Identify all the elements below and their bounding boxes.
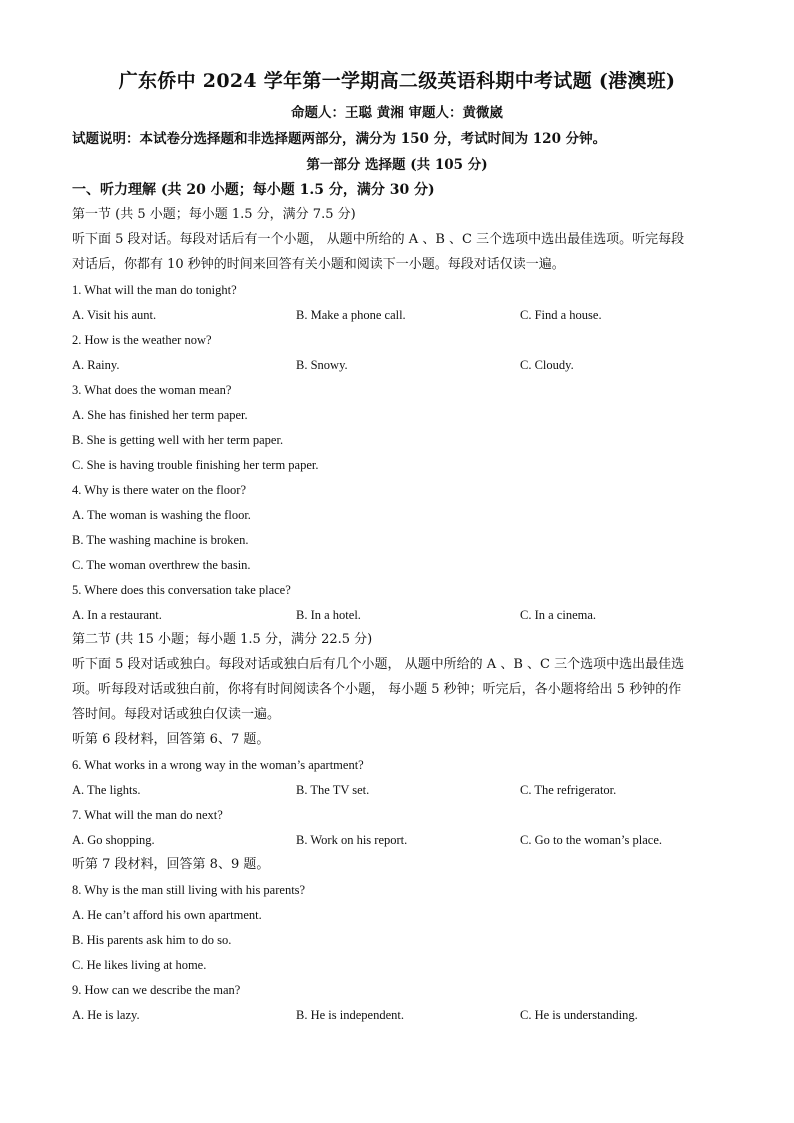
material-6-instruction: 听第 6 段材料，回答第 6、7 题。 <box>72 732 270 747</box>
question-3-option-b: B. She is getting well with her term paper. <box>72 433 284 447</box>
question-9-option-c: C. He is understanding. <box>520 1008 638 1022</box>
question-5-option-b: B. In a hotel. <box>296 608 361 622</box>
question-1-option-b: B. Make a phone call. <box>296 308 406 322</box>
exam-title: 广东侨中 2024 学年第一学期高二级英语科期中考试题 (港澳班) <box>118 70 676 92</box>
question-6-option-c: C. The refrigerator. <box>520 783 617 797</box>
question-1-option-a: A. Visit his aunt. <box>72 308 157 322</box>
question-1-option-c: C. Find a house. <box>520 308 602 322</box>
question-8-option-b: B. His parents ask him to do so. <box>72 933 232 947</box>
exam-instructions: 试题说明：本试卷分选择题和非选择题两部分，满分为 150 分，考试时间为 120 分钟。 <box>72 131 607 147</box>
question-6-stem: 6. What works in a wrong way in the woman’s apartment? <box>72 758 364 772</box>
question-9-option-a: A. He is lazy. <box>72 1008 140 1022</box>
question-3-option-c: C. She is having trouble finishing her term paper. <box>72 458 319 472</box>
question-2-option-b: B. Snowy. <box>296 358 348 372</box>
question-6-option-a: A. The lights. <box>72 783 141 797</box>
part1-heading: 第一部分 选择题 (共 105 分) <box>306 157 488 173</box>
question-4-option-a: A. The woman is washing the floor. <box>72 508 251 522</box>
question-2-option-a: A. Rainy. <box>72 358 120 372</box>
question-6-option-b: B. The TV set. <box>296 783 370 797</box>
question-1-stem: 1. What will the man do tonight? <box>72 283 237 297</box>
question-5-option-a: A. In a restaurant. <box>72 608 162 622</box>
question-8-option-a: A. He can’t afford his own apartment. <box>72 908 262 922</box>
question-3-stem: 3. What does the woman mean? <box>72 383 232 397</box>
question-5-option-c: C. In a cinema. <box>520 608 597 622</box>
question-7-option-a: A. Go shopping. <box>72 833 155 847</box>
exam-authors: 命题人：王聪 黄湘 审题人：黄微崴 <box>291 105 503 121</box>
question-8-option-c: C. He likes living at home. <box>72 958 207 972</box>
sub2-intro-line3: 答时间。每段对话或独白仅读一遍。 <box>72 707 281 722</box>
material-7-instruction: 听第 7 段材料，回答第 8、9 题。 <box>72 857 270 872</box>
sub1-heading: 第一节 (共 5 小题；每小题 1.5 分，满分 7.5 分) <box>72 207 356 222</box>
question-8-stem: 8. Why is the man still living with his parents? <box>72 883 306 897</box>
question-7-stem: 7. What will the man do next? <box>72 808 223 822</box>
question-4-stem: 4. Why is there water on the floor? <box>72 483 247 497</box>
question-4-option-b: B. The washing machine is broken. <box>72 533 249 547</box>
sub1-intro-line1: 听下面 5 段对话。每段对话后有一个小题， 从题中所给的 A 、B 、C 三个选项中选出最佳选项。听完每段 <box>72 232 685 247</box>
question-7-option-c: C. Go to the woman’s place. <box>520 833 662 847</box>
section1-heading: 一、听力理解 (共 20 小题；每小题 1.5 分，满分 30 分) <box>72 182 435 198</box>
question-2-option-c: C. Cloudy. <box>520 358 574 372</box>
question-2-stem: 2. How is the weather now? <box>72 333 212 347</box>
sub2-intro-line2: 项。听每段对话或独白前，你将有时间阅读各个小题， 每小题 5 秒钟；听完后，各小题将给出 5 秒钟的作 <box>72 682 682 697</box>
question-3-option-a: A. She has finished her term paper. <box>72 408 248 422</box>
question-4-option-c: C. The woman overthrew the basin. <box>72 558 251 572</box>
sub2-heading: 第二节 (共 15 小题；每小题 1.5 分，满分 22.5 分) <box>72 632 373 647</box>
question-9-option-b: B. He is independent. <box>296 1008 404 1022</box>
sub2-intro-line1: 听下面 5 段对话或独白。每段对话或独白后有几个小题， 从题中所给的 A 、B 、C 三个选项中选出最佳选 <box>72 657 685 672</box>
question-7-option-b: B. Work on his report. <box>296 833 408 847</box>
question-9-stem: 9. How can we describe the man? <box>72 983 241 997</box>
sub1-intro-line2: 对话后，你都有 10 秒钟的时间来回答有关小题和阅读下一小题。每段对话仅读一遍。 <box>72 257 565 272</box>
question-5-stem: 5. Where does this conversation take place? <box>72 583 291 597</box>
